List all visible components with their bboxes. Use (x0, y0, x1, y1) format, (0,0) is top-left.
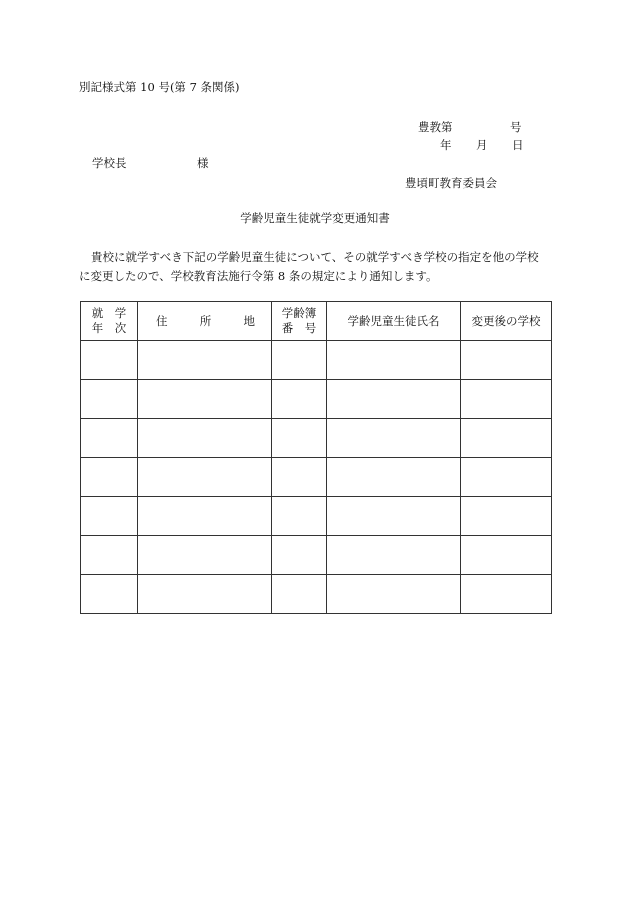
cell-student-name (327, 536, 461, 575)
header-register-line1: 学齢簿 (281, 306, 317, 320)
table-header-row (81, 302, 552, 341)
cell-new-school (461, 497, 552, 536)
header-address (138, 302, 272, 341)
body-line-1-text: 貴校に就学すべき下記の学齢児童生徒について、その就学すべき学校の指定を他の学校 (91, 250, 539, 264)
cell-grade (81, 341, 138, 380)
cell-register-number (272, 341, 327, 380)
cell-new-school (461, 575, 552, 614)
cell-student-name (327, 341, 461, 380)
issuer: 豊頃町教育委員会 (405, 176, 497, 190)
cell-register-number (272, 497, 327, 536)
body-text (79, 248, 559, 286)
table-row (81, 575, 552, 614)
header-register-number (272, 302, 327, 341)
header-grade (81, 302, 138, 341)
cell-grade (81, 380, 138, 419)
cell-register-number (272, 419, 327, 458)
cell-address (138, 497, 272, 536)
table-row (81, 380, 552, 419)
cell-new-school (461, 341, 552, 380)
table-row (81, 419, 552, 458)
form-number: 別記様式第 10 号(第 7 条関係) (79, 80, 240, 94)
cell-register-number (272, 575, 327, 614)
cell-register-number (272, 536, 327, 575)
cell-address (138, 458, 272, 497)
cell-register-number (272, 380, 327, 419)
cell-student-name (327, 575, 461, 614)
document-number-prefix: 豊教第 (418, 120, 453, 134)
cell-student-name (327, 458, 461, 497)
cell-student-name (327, 497, 461, 536)
addressee: 学校長 (92, 156, 127, 170)
cell-grade (81, 575, 138, 614)
cell-address (138, 380, 272, 419)
header-address-char1: 住 (156, 313, 168, 328)
date-month-label: 月 (476, 138, 488, 152)
table-row (81, 458, 552, 497)
table-body (81, 341, 552, 614)
cell-new-school (461, 536, 552, 575)
cell-new-school (461, 458, 552, 497)
header-student-name: 学齢児童生徒氏名 (327, 302, 461, 341)
body-line-1 (79, 248, 559, 267)
cell-grade (81, 536, 138, 575)
header-grade-line2: 年 次 (91, 321, 127, 335)
header-register-line2: 番 号 (281, 321, 317, 335)
table-row (81, 497, 552, 536)
cell-register-number (272, 458, 327, 497)
header-address-char3: 地 (243, 313, 255, 328)
date-day-label: 日 (512, 138, 524, 152)
document-number-suffix: 号 (510, 120, 522, 134)
cell-address (138, 419, 272, 458)
cell-address (138, 575, 272, 614)
cell-address (138, 341, 272, 380)
cell-address (138, 536, 272, 575)
cell-grade (81, 458, 138, 497)
header-address-char2: 所 (199, 313, 212, 328)
document-title: 学齢児童生徒就学変更通知書 (240, 211, 390, 225)
date-year-label: 年 (440, 138, 452, 152)
cell-new-school (461, 419, 552, 458)
honorific: 様 (197, 156, 209, 170)
notice-table (80, 301, 552, 614)
body-line-2: に変更したので、学校教育法施行令第 8 条の規定により通知します。 (79, 269, 438, 283)
cell-student-name (327, 380, 461, 419)
table-row (81, 341, 552, 380)
cell-grade (81, 419, 138, 458)
cell-student-name (327, 419, 461, 458)
cell-grade (81, 497, 138, 536)
table-row (81, 536, 552, 575)
header-new-school: 変更後の学校 (461, 302, 552, 341)
cell-new-school (461, 380, 552, 419)
header-grade-line1: 就 学 (91, 306, 127, 320)
